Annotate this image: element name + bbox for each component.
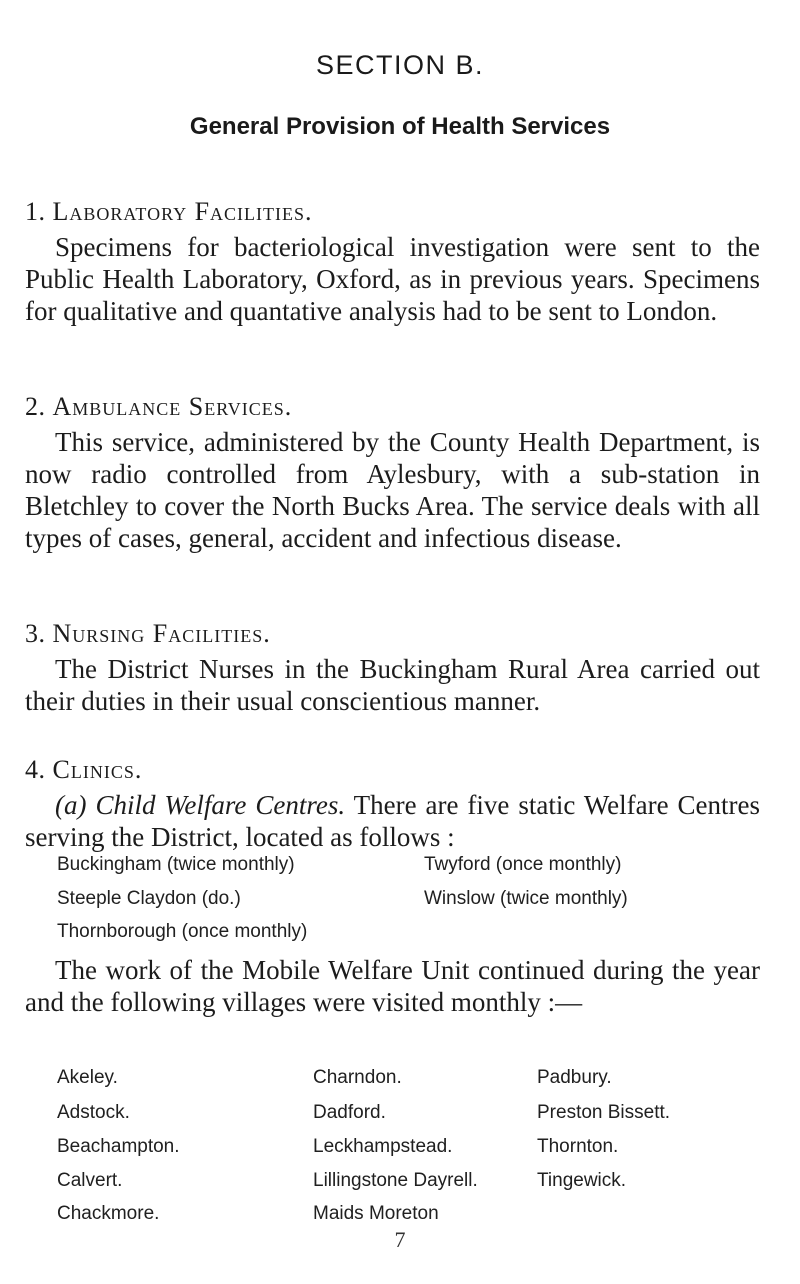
sub-heading: Child Welfare Centres. bbox=[95, 790, 346, 820]
section-number: 1. bbox=[25, 197, 46, 226]
section-ambulance bbox=[25, 388, 760, 554]
section-paragraph: The District Nurses in the Buckingham Rural Area carried out their duties in their usual conscientious manner. bbox=[25, 654, 760, 716]
section-laboratory bbox=[25, 193, 760, 327]
page-number: 7 bbox=[394, 1227, 406, 1252]
list-item: Dadford. bbox=[313, 1102, 386, 1123]
document-title: General Provision of Health Services bbox=[189, 113, 611, 140]
list-item: Thornton. bbox=[537, 1136, 619, 1157]
section-heading bbox=[25, 615, 760, 653]
list-item: Thornborough (once monthly) bbox=[57, 921, 308, 942]
list-item: Chackmore. bbox=[57, 1203, 160, 1224]
section-heading bbox=[25, 193, 760, 231]
list-item: Leckhampstead. bbox=[313, 1136, 453, 1157]
list-item: Beachampton. bbox=[57, 1136, 180, 1157]
list-item: Buckingham (twice monthly) bbox=[57, 854, 295, 875]
section-paragraph bbox=[25, 789, 760, 853]
section-number: 4. bbox=[25, 755, 46, 784]
list-item: Charndon. bbox=[313, 1067, 402, 1088]
list-item: Preston Bissett. bbox=[537, 1102, 671, 1123]
list-item: Twyford (once monthly) bbox=[424, 854, 622, 875]
section-heading-label: Ambulance Services. bbox=[52, 392, 293, 421]
section-title: SECTION B. bbox=[315, 50, 485, 80]
section-heading-label: Laboratory Facilities. bbox=[52, 197, 313, 226]
section-heading-label: Nursing Facilities. bbox=[52, 619, 271, 648]
list-item: Padbury. bbox=[537, 1067, 612, 1088]
mobile-unit-paragraph: The work of the Mobile Welfare Unit continued during the year and the following villages were visited monthly :— bbox=[25, 955, 760, 1017]
section-heading bbox=[25, 751, 760, 789]
sub-label: (a) bbox=[55, 790, 87, 820]
section-nursing bbox=[25, 615, 760, 717]
section-paragraph: Specimens for bacteriological investigation were sent to the Public Health Laboratory, Oxford, as in previous years. Specimens for qualitative and quantative analysis had to be sent to London. bbox=[25, 232, 760, 326]
list-item: Maids Moreton bbox=[313, 1203, 439, 1224]
section-number: 3. bbox=[25, 619, 46, 648]
list-item: Adstock. bbox=[57, 1102, 130, 1123]
section-heading bbox=[25, 388, 760, 426]
section-clinics bbox=[25, 751, 760, 853]
list-item: Steeple Claydon (do.) bbox=[57, 888, 241, 909]
mobile-unit-section bbox=[25, 954, 760, 1018]
list-item: Lillingstone Dayrell. bbox=[313, 1170, 478, 1191]
section-number: 2. bbox=[25, 392, 46, 421]
list-item: Calvert. bbox=[57, 1170, 123, 1191]
section-paragraph: This service, administered by the County Health Department, is now radio controlled from Aylesbury, with a sub-station in Bletchley to cover the North Bucks Area. The service deals with all types of cases, general, accident and infectious disease. bbox=[25, 427, 760, 553]
list-item: Tingewick. bbox=[537, 1170, 627, 1191]
sub-paragraph: There are five static Welfare Centres serving the District, located as follows : bbox=[25, 790, 761, 852]
list-item: Winslow (twice monthly) bbox=[424, 888, 628, 909]
section-heading-label: Clinics. bbox=[52, 755, 143, 784]
list-item: Akeley. bbox=[57, 1067, 118, 1088]
